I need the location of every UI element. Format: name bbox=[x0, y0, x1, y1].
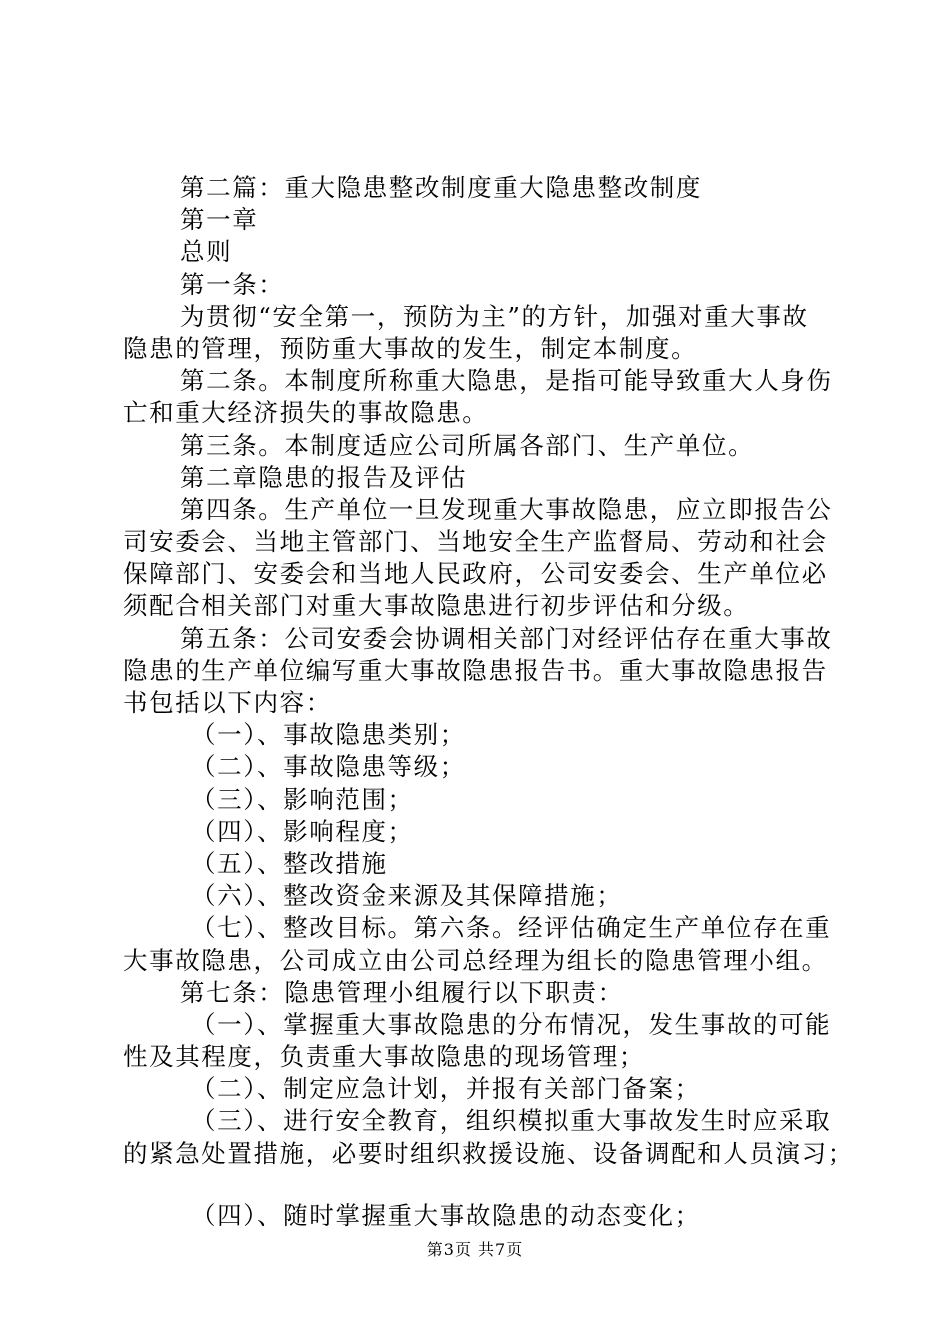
text-line: 书包括以下内容： bbox=[123, 688, 332, 717]
text-line: 第五条：公司安委会协调相关部门对经评估存在重大事故 bbox=[180, 623, 833, 653]
text-line: （三）、影响范围； bbox=[191, 784, 414, 814]
text-line: 的紧急处置措施，必要时组织救援设施、设备调配和人员演习； bbox=[123, 1138, 854, 1168]
text-line: （四）、影响程度； bbox=[191, 816, 414, 846]
blank-line bbox=[123, 1170, 835, 1200]
text-line: （二）、制定应急计划，并报有关部门备案； bbox=[191, 1074, 701, 1104]
text-line: 性及其程度，负责重大事故隐患的现场管理； bbox=[123, 1042, 645, 1072]
document-body bbox=[123, 172, 854, 1232]
page-footer bbox=[0, 1240, 950, 1260]
text-line: 第四条。生产单位一旦发现重大事故隐患，应立即报告公 bbox=[180, 494, 833, 524]
text-line: 司安委会、当地主管部门、当地安全生产监督局、劳动和社会 bbox=[123, 527, 828, 557]
text-line: （五）、整改措施 bbox=[191, 848, 388, 878]
text-line: 隐患的管理，预防重大事故的发生，制定本制度。 bbox=[123, 333, 698, 363]
text-line: 亡和重大经济损失的事故隐患。 bbox=[123, 398, 489, 428]
text-line: （一）、掌握重大事故隐患的分布情况，发生事故的可能 bbox=[191, 1009, 832, 1039]
text-line: 第三条。本制度适应公司所属各部门、生产单位。 bbox=[180, 430, 755, 460]
text-line: 第七条：隐患管理小组履行以下职责： bbox=[180, 977, 624, 1007]
text-line: （二）、事故隐患等级； bbox=[191, 752, 466, 782]
text-line: 总则 bbox=[180, 237, 233, 267]
text-line: （六）、整改资金来源及其保障措施； bbox=[191, 881, 623, 911]
text-line: （四）、随时掌握重大事故隐患的动态变化； bbox=[191, 1200, 701, 1230]
text-line: 大事故隐患，公司成立由公司总经理为组长的隐患管理小组。 bbox=[123, 945, 828, 975]
text-line: 第二条。本制度所称重大隐患，是指可能导致重大人身伤 bbox=[180, 366, 833, 396]
text-line: （三）、进行安全教育，组织模拟重大事故发生时应采取 bbox=[191, 1106, 832, 1136]
text-line: 第一章 bbox=[180, 205, 259, 235]
text-line: 第一条： bbox=[180, 269, 285, 299]
text-line: 须配合相关部门对重大事故隐患进行初步评估和分级。 bbox=[123, 591, 750, 621]
text-line: 隐患的生产单位编写重大事故隐患报告书。重大事故隐患报告 bbox=[123, 655, 828, 685]
text-line: 第二篇：重大隐患整改制度重大隐患整改制度 bbox=[180, 173, 702, 202]
text-line: 保障部门、安委会和当地人民政府，公司安委会、生产单位必 bbox=[123, 559, 828, 589]
text-line: 第二章隐患的报告及评估 bbox=[180, 462, 468, 492]
text-line: （一）、事故隐患类别； bbox=[191, 720, 466, 750]
text-line: 为贯彻“安全第一，预防为主”的方针，加强对重大事故 bbox=[180, 301, 809, 331]
page-number-label: 第3页 共7页 bbox=[426, 1240, 524, 1259]
text-line: （七）、整改目标。第六条。经评估确定生产单位存在重 bbox=[191, 913, 832, 943]
